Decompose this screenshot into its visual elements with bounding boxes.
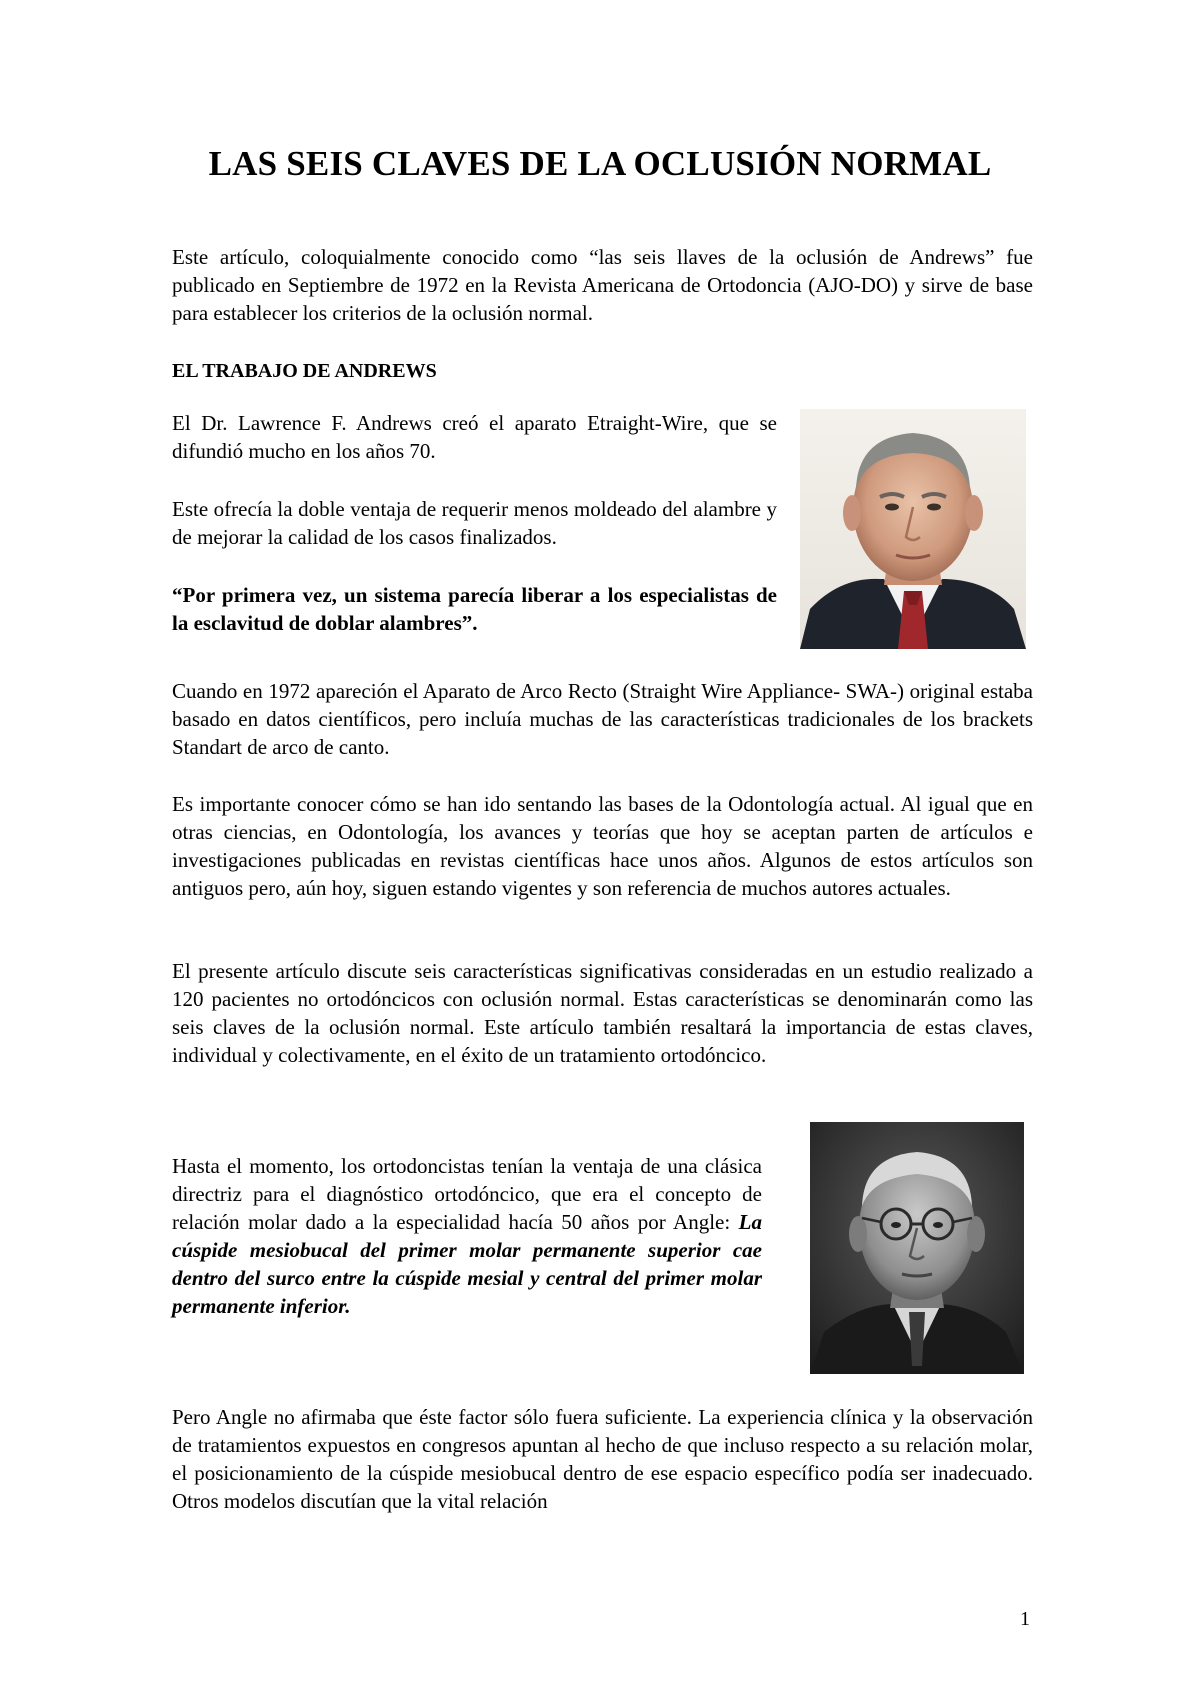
angle-continuation-paragraph: Pero Angle no afirmaba que éste factor sólo fuera suficiente. La experiencia clínica y la observación de tratamientos expuestos en congresos apuntan al hecho de que incluso respecto a su relación molar, el posicionamiento de la cúspide mesiobucal dentro de ese espacio específico podía ser inadecuado. Otros modelos discutían que la vital relación xyxy=(172,1405,1033,1513)
angle-paragraph xyxy=(172,1152,762,1320)
swa-paragraph: Cuando en 1972 apareción el Aparato de Arco Recto (Straight Wire Appliance- SWA-) original estaba basado en datos científicos, pero incluía muchas de las características tradicionales de los brackets Standart de arco de canto. xyxy=(172,679,1033,759)
andrews-portrait-photo xyxy=(800,409,1026,649)
angle-portrait-photo xyxy=(810,1122,1024,1374)
angle-emphasis: La cúspide mesiobucal del primer molar permanente superior cae dentro del surco entre la cúspide mesial y central del primer molar permanente inferior. xyxy=(172,1210,762,1318)
andrews-paragraph-2: Este ofrecía la doble ventaja de requerir menos moldeado del alambre y de mejorar la calidad de los casos finalizados. xyxy=(172,497,777,549)
document-title: LAS SEIS CLAVES DE LA OCLUSIÓN NORMAL xyxy=(208,144,992,183)
andrews-paragraph-1: El Dr. Lawrence F. Andrews creó el aparato Etraight-Wire, que se difundió mucho en los años 70. xyxy=(172,411,777,463)
importance-paragraph: Es importante conocer cómo se han ido sentando las bases de la Odontología actual. Al igual que en otras ciencias, en Odontología, los avances y teorías que hoy se aceptan parten de artículos e investigaciones publicadas en revistas científicas hace unos años. Algunos de estos artículos son antiguos pero, aún hoy, siguen estando vigentes y son referencia de muchos autores actuales. xyxy=(172,792,1033,900)
intro-paragraph: Este artículo, coloquialmente conocido como “las seis llaves de la oclusión de Andrews” fue publicado en Septiembre de 1972 en la Revista Americana de Ortodoncia (AJO-DO) y sirve de base para establecer los criterios de la oclusión normal. xyxy=(172,245,1033,325)
study-paragraph: El presente artículo discute seis características significativas consideradas en un estudio realizado a 120 pacientes no ortodóncicos con oclusión normal. Estas características se denominarán como las seis claves de la oclusión normal. Este artículo también resaltará la importancia de estas claves, individual y colectivamente, en el éxito de un tratamiento ortodóncico. xyxy=(172,959,1033,1067)
page-number: 1 xyxy=(1020,1608,1030,1630)
andrews-quote: “Por primera vez, un sistema parecía liberar a los especialistas de la esclavitud de doblar alambres”. xyxy=(172,583,777,635)
angle-paragraph-text: Hasta el momento, los ortodoncistas tenían la ventaja de una clásica directriz para el diagnóstico ortodóncico, que era el concepto de relación molar dado a la especialidad hacía 50 años por Angle: xyxy=(172,1154,762,1234)
section-heading: EL TRABAJO DE ANDREWS xyxy=(172,360,437,382)
